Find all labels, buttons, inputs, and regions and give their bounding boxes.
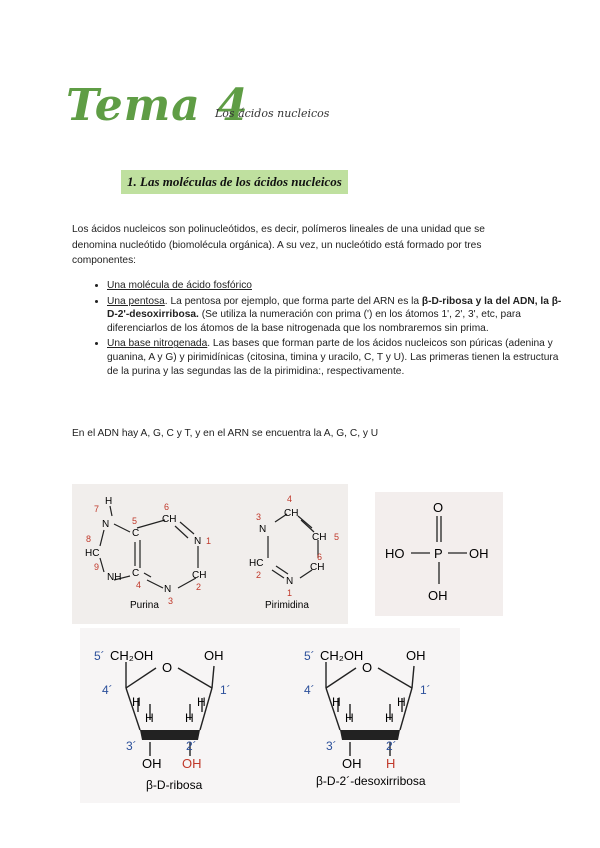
ribose-h: H: [132, 695, 141, 709]
deoxyribose-number: 3´: [326, 739, 337, 753]
pyrimidine-c4: CH: [284, 508, 299, 519]
purine-c2: CH: [192, 570, 207, 581]
purine-n3: N: [164, 584, 172, 595]
purine-pyrimidine-figure: [72, 484, 348, 624]
purine-n7: N: [102, 519, 110, 530]
list-item: [107, 279, 565, 293]
purine-c4: C: [132, 568, 140, 579]
ribose-oh-top: OH: [204, 648, 224, 663]
deoxyribose-number: 2´: [386, 739, 397, 753]
pentose-text-a: . La pentosa por ejemplo, que forma parte del ARN es la: [164, 295, 422, 307]
purine-nh: NH: [107, 572, 122, 583]
deoxyribose-number: 1´: [420, 683, 431, 697]
deoxyribose-number: 4´: [304, 683, 315, 697]
ribose-number: 2´: [186, 739, 197, 753]
deoxyribose-h: H: [385, 711, 394, 725]
pyrimidine-number: 4: [287, 494, 293, 504]
ribose-oh-2: OH: [182, 756, 202, 771]
pentose-bold: β-D-ribosa y la del ADN, la β-D-2'-desoxirribosa.: [107, 295, 562, 321]
pyrimidine-c6: CH: [310, 562, 325, 573]
deoxyribose-o: O: [362, 660, 373, 675]
purine-number: 5: [132, 516, 138, 526]
pyrimidine-n3: N: [259, 524, 267, 535]
deoxyribose-h: H: [332, 695, 341, 709]
pyrimidine-label: Pirimidina: [265, 600, 309, 611]
deoxyribose-h-2: H: [386, 756, 396, 771]
pyrimidine-number: 3: [256, 512, 262, 522]
purine-c5: C: [132, 528, 140, 539]
list-item: [107, 337, 565, 378]
ribose-number: 4´: [102, 683, 113, 697]
pyrimidine-number: 2: [256, 570, 262, 580]
phosphoric-oh-right: OH: [469, 546, 489, 561]
pyrimidine-n1: N: [286, 576, 294, 587]
ribose-h: H: [145, 711, 154, 725]
purine-number: 3: [168, 596, 174, 606]
ribose-ch2oh: CH₂OH: [110, 648, 154, 663]
phosphoric-ho-left: HO: [385, 546, 405, 561]
deoxyribose-number: 5´: [304, 649, 315, 663]
purine-c6: CH: [162, 514, 177, 525]
phosphoric-acid-link: Una molécula de ácido fosfórico: [107, 280, 252, 291]
components-list: [72, 279, 565, 380]
page-title: Tema 4: [66, 80, 249, 131]
purine-number: 2: [196, 582, 202, 592]
pyrimidine-number: 6: [317, 552, 323, 562]
purine-number: 4: [136, 580, 142, 590]
pentoses-figure: [80, 628, 460, 803]
page-subtitle: Los ácidos nucleicos: [215, 107, 330, 120]
ribose-label: β-D-ribosa: [146, 778, 203, 792]
ribose-number: 1´: [220, 683, 231, 697]
section-heading: 1. Las moléculas de los ácidos nucleicos: [121, 170, 348, 194]
deoxyribose-oh-top: OH: [406, 648, 426, 663]
purine-number: 6: [164, 502, 170, 512]
deoxyribose-ch2oh: CH₂OH: [320, 648, 364, 663]
pyrimidine-number: 5: [334, 532, 340, 542]
pentose-link: Una pentosa: [107, 295, 165, 307]
ribose-o: O: [162, 660, 173, 675]
pyrimidine-number: 1: [287, 588, 293, 598]
deoxyribose-label: β-D-2´-desoxirribosa: [316, 774, 426, 788]
phosphoric-p: P: [434, 546, 443, 561]
pyrimidine-c2: HC: [249, 558, 264, 569]
pyrimidine-c5: CH: [312, 532, 327, 543]
purine-number: 1: [206, 536, 212, 546]
phosphoric-acid-figure: [375, 492, 503, 616]
base-link: Una base nitrogenada: [107, 338, 208, 350]
pentose-text-b: (Se utiliza la numeración con prima (') en los átomos 1', 2', 3', etc, para diferenciarlos de los átomos de la base nitrogenada que los nombraremos sin prima.: [107, 309, 521, 334]
purine-h: H: [105, 496, 113, 507]
base-text: . Las bases que forman parte de los ácidos nucleicos son púricas (adenina y guanina, A y G) y pirimidínicas (citosina, timina y uracilo, C, T y U). Las primeras tienen la estructura de la purina y las segundas las de la pirimidina:, respectivamente.: [107, 338, 559, 377]
list-item: [107, 295, 565, 336]
purine-n1: N: [194, 536, 202, 547]
purine-label: Purina: [130, 600, 159, 611]
intro-paragraph: Los ácidos nucleicos son polinucleótidos, es decir, polímeros lineales de una unidad que se denomina nucleótido (biomolécula orgánica). A su vez, un nucleótido está formado por tres componentes:: [72, 224, 485, 266]
purine-number: 7: [94, 504, 100, 514]
deoxyribose-oh-3: OH: [342, 756, 362, 771]
ribose-number: 5´: [94, 649, 105, 663]
deoxyribose-h: H: [397, 695, 406, 709]
purine-c8: HC: [85, 548, 100, 559]
ribose-h: H: [185, 711, 194, 725]
purine-number: 9: [94, 562, 100, 572]
phosphoric-oh-bottom: OH: [428, 588, 448, 603]
purine-number: 8: [86, 534, 92, 544]
deoxyribose-h: H: [345, 711, 354, 725]
adn-arn-sentence: En el ADN hay A, G, C y T, y en el ARN se encuentra la A, G, C, y U: [72, 428, 379, 439]
ribose-number: 3´: [126, 739, 137, 753]
phosphoric-o-top: O: [433, 500, 444, 515]
ribose-oh-3: OH: [142, 756, 162, 771]
ribose-h: H: [197, 695, 206, 709]
